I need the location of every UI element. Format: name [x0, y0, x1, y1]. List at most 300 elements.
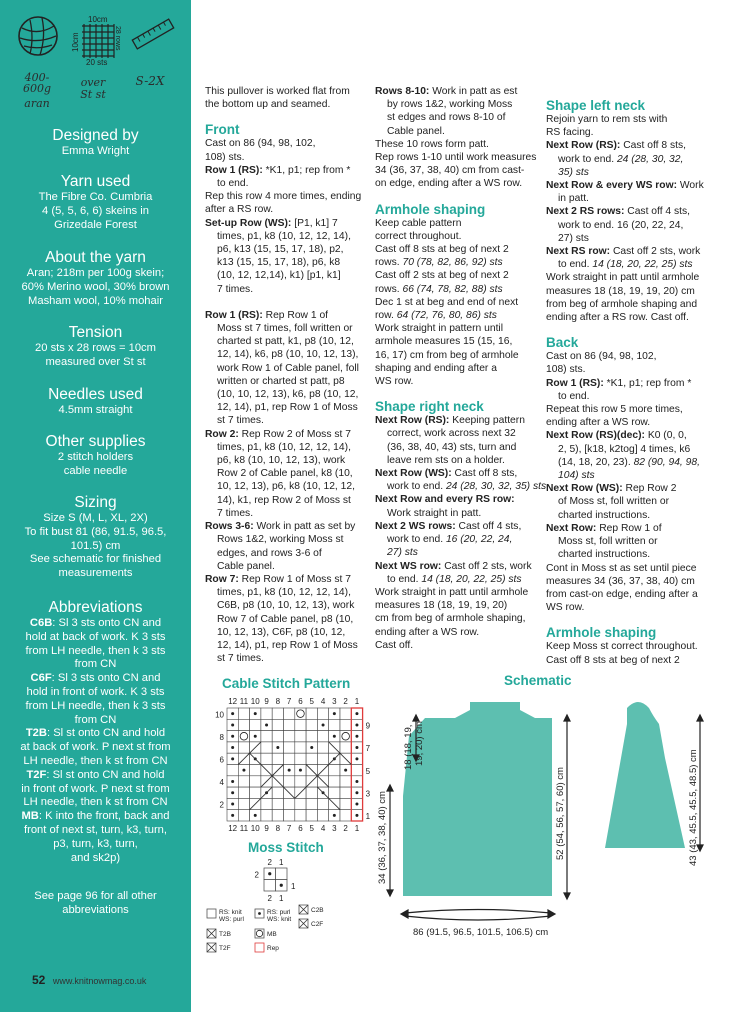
abbreviation-line: [0, 852, 191, 866]
purl-dot: [276, 746, 279, 749]
sizing-block: [0, 493, 191, 581]
abbreviation-term: T2F: [26, 768, 47, 781]
text-line: [546, 562, 718, 575]
chart-cell: [340, 776, 351, 787]
text-line: [375, 586, 547, 599]
chart-cell: [306, 787, 317, 798]
stitch-count: 70 (78, 82, 86, 92) sts: [402, 257, 503, 269]
instruction-text: Rep Row 2: [622, 483, 677, 495]
column-1: [205, 85, 377, 665]
chart-column-number: 1: [279, 858, 284, 867]
text-line: [546, 258, 718, 271]
stitch-count: 14 (18, 20, 22, 25) sts: [592, 259, 693, 271]
moss-stitch-chart: [247, 856, 303, 904]
schematic-title: Schematic: [504, 673, 572, 688]
text-line: [546, 271, 718, 284]
instruction-text: ending after a WS row.: [546, 417, 651, 429]
section-heading: Armhole shaping: [375, 201, 486, 217]
section-heading: Armhole shaping: [546, 625, 657, 641]
chart-cell: [261, 731, 272, 742]
instruction-text: K0 (0, 0,: [644, 430, 687, 442]
text-line: [205, 177, 377, 190]
instruction-label: Next Row and every RS row:: [375, 494, 515, 506]
text-line: [546, 403, 718, 416]
chart-column-number: 6: [298, 824, 303, 833]
instruction-text: WS row.: [546, 602, 585, 614]
stitch-count: 24 (28, 30, 32, 35) sts: [445, 481, 547, 493]
instruction-text: Repeat this row 5 more times,: [546, 404, 683, 416]
needles-title: Needles used: [48, 386, 143, 403]
about-line: Aran; 218m per 100g skein;: [26, 267, 165, 279]
text-line: [205, 322, 377, 335]
legend-swatch: [255, 943, 264, 952]
instruction-text: Row 7 of Cable panel, p8 (10,: [217, 613, 354, 625]
yarn-ball-icon: [16, 14, 60, 58]
abbreviation-line: [0, 714, 191, 728]
chart-cell: [306, 798, 317, 809]
instruction-text: Rep Row 1 of: [262, 309, 329, 321]
chart-cell: [238, 708, 249, 719]
chart-cell: [317, 798, 328, 809]
chart-cell: [238, 787, 249, 798]
instruction-label: Row 2:: [205, 428, 239, 440]
text-line: [205, 401, 377, 414]
text-line: [205, 599, 377, 612]
text-line: [375, 98, 547, 111]
legend-label: WS: purl: [219, 916, 244, 923]
abbreviation-line: [0, 672, 191, 686]
purl-dot: [265, 723, 268, 726]
instruction-label: Row 1 (RS):: [546, 377, 604, 389]
purl-dot: [231, 735, 234, 738]
instruction-text: [P1, k1] 7: [291, 217, 338, 229]
text-line: [546, 232, 718, 245]
chart-row-number: 2: [219, 800, 224, 810]
gauge-note-2: St st: [80, 88, 106, 101]
abbreviation-text: : Sl st onto CN and hold: [46, 768, 165, 781]
instruction-text: Rep Row 2 of Moss st 7: [238, 428, 351, 440]
instruction-text: Dec 1 st at beg and end of next: [375, 296, 519, 308]
chart-cell: [250, 765, 261, 776]
tension-line: measured over St st: [45, 355, 146, 368]
instruction-text: p6, k13 (15, 15, 17, 18), p2,: [217, 244, 344, 256]
instruction-text: Work straight in patt until armhole: [375, 586, 529, 598]
instruction-text: correct, work across next 32: [387, 428, 516, 440]
abbreviation-text: from LH needle, then k 3 sts: [25, 699, 166, 712]
instruction-label: Next Row (RS)(dec):: [546, 430, 645, 442]
text-line: [375, 612, 547, 625]
abbreviation-line: [0, 700, 191, 714]
text-line: [546, 324, 718, 335]
instruction-text: times, p1, k8 (10, 12, 12, 14),: [217, 587, 351, 599]
text-line: [205, 296, 377, 309]
instruction-text: Cast off 8 sts,: [620, 140, 686, 152]
instruction-text: *K1, p1; rep from *: [262, 164, 351, 176]
instruction-text: written or charted st patt, p8: [217, 375, 345, 387]
chart-cell: [272, 731, 283, 742]
chart-row-number: 5: [365, 766, 371, 776]
instruction-text: work to end. 16 (20, 22, 24,: [558, 219, 684, 231]
text-line: [205, 217, 377, 230]
instruction-label: Next Row (RS):: [375, 415, 450, 427]
instruction-text: Cast off 4 sts,: [455, 520, 522, 532]
text-line: [375, 138, 547, 151]
section-heading: Front: [205, 122, 240, 138]
abbreviation-line: [0, 810, 191, 824]
chart-cell: [284, 810, 295, 821]
instruction-text: st 7 times.: [217, 653, 264, 665]
text-line: [375, 322, 547, 335]
abbreviation-text: hold in front of work. K 3 sts: [26, 685, 165, 698]
legend-label: MB: [267, 931, 277, 938]
instruction-text: These 10 rows form patt.: [375, 138, 489, 150]
supplies-block: [0, 432, 191, 479]
chart-column-number: 2: [267, 858, 272, 867]
chart-column-number: 3: [332, 824, 337, 833]
text-line: [205, 283, 377, 296]
instruction-text: Cont in Moss st as set until piece: [546, 562, 697, 574]
purl-dot: [231, 814, 234, 817]
text-line: [205, 256, 377, 269]
stitch-count: 82 (90, 94, 98,: [633, 456, 700, 468]
purl-dot: [231, 803, 234, 806]
instruction-text: charted st patt, k1, p8 (10, 12,: [217, 336, 354, 348]
instruction-text: of Moss st, foll written or: [558, 496, 670, 508]
chart-column-number: 6: [298, 697, 303, 706]
instruction-text: 108) sts.: [205, 151, 245, 163]
yarn-line: Grizedale Forest: [54, 218, 137, 231]
about-line: 60% Merino wool, 30% brown: [21, 280, 170, 293]
text-line: [546, 245, 718, 258]
instruction-label: Next Row (WS):: [546, 483, 623, 495]
instruction-text: Keep Moss st correct throughout.: [546, 641, 698, 653]
gauge-note-1: over: [80, 76, 106, 89]
instruction-text: 16, 17) cm from beg of armhole: [375, 349, 519, 361]
abbreviations-title: Abbreviations: [48, 599, 143, 616]
text-line: [375, 427, 547, 440]
yarn-line: 4 (5, 5, 6, 6) skeins in: [42, 204, 149, 217]
instruction-text: rows.: [375, 257, 403, 269]
text-line: [375, 375, 547, 388]
abbreviation-line: [0, 783, 191, 797]
supplies-line: 2 stitch holders: [57, 451, 134, 463]
gauge-left-label: 10cm: [71, 32, 80, 52]
legend-item: [255, 943, 279, 952]
instruction-text: (14, 18, 20, 23).: [558, 456, 634, 468]
section-heading: Back: [546, 335, 579, 351]
chart-cell: [238, 719, 249, 730]
instruction-text: ending after a RS row. Cast off.: [546, 312, 689, 324]
instruction-text: Work straight in patt.: [387, 507, 482, 519]
stitch-count: 14 (18, 20, 22, 25) sts: [421, 573, 522, 585]
chart-cell: [340, 787, 351, 798]
chart-cell: [284, 719, 295, 730]
purl-dot: [280, 884, 283, 887]
abbreviation-text: from LH needle, then k 3 sts: [25, 644, 166, 657]
purl-dot: [231, 791, 234, 794]
text-line: [375, 493, 547, 506]
instruction-text: WS row.: [375, 376, 414, 388]
text-line: [205, 520, 377, 533]
purl-dot: [355, 735, 358, 738]
instruction-text: 12, 14), k6, p8 (10, 10, 12, 13),: [217, 349, 359, 361]
size-range: S-2X: [135, 74, 165, 88]
instruction-label: Rows 3-6:: [205, 521, 254, 533]
instruction-text: Cable panel.: [217, 560, 275, 572]
instruction-text: charted instructions.: [558, 509, 651, 521]
chart-column-number: 5: [309, 697, 314, 706]
text-line: [546, 113, 718, 126]
cable-stitch-chart: [209, 694, 369, 836]
text-line: [375, 362, 547, 375]
abbreviation-line: [0, 755, 191, 769]
supplies-line: cable needle: [63, 464, 128, 477]
instruction-text: (36, 38, 40, 43) sts, turn and: [387, 441, 517, 453]
instruction-label: Next Row & every WS row:: [546, 180, 678, 192]
instruction-text: Keeping pattern: [449, 415, 525, 427]
chart-row-number: 3: [365, 789, 371, 799]
text-line: [375, 599, 547, 612]
text-line: [205, 613, 377, 626]
instruction-text: RS facing.: [546, 127, 594, 139]
instruction-label: Next WS row:: [375, 560, 442, 572]
chart-row-number: 8: [219, 732, 224, 742]
text-line: [375, 177, 547, 190]
chart-column-number: 12: [228, 824, 238, 833]
instruction-text: Keep cable pattern: [375, 217, 462, 229]
instruction-text: Moss st, foll written or: [558, 536, 658, 548]
chart-cell: [272, 708, 283, 719]
instruction-text: from cast-on edge, ending after a: [546, 588, 698, 600]
purl-dot: [355, 803, 358, 806]
tension-title: Tension: [68, 324, 123, 341]
legend-label: RS: purl: [267, 909, 291, 916]
purl-dot: [355, 712, 358, 715]
text-line: [205, 467, 377, 480]
chart-cell: [261, 708, 272, 719]
text-line: [375, 164, 547, 177]
chart-row-number: 9: [365, 721, 371, 731]
page-number: 52: [32, 973, 46, 987]
text-line: [546, 495, 718, 508]
text-line: [205, 309, 377, 322]
legend-item: [255, 929, 277, 938]
section-heading: Shape right neck: [375, 399, 484, 415]
designer-block: [0, 126, 191, 159]
instruction-label: Next 2 RS rows:: [546, 206, 625, 218]
abbreviation-text: in front of work. P next st from: [21, 782, 170, 795]
chart-cell: [284, 708, 295, 719]
chart-cell: [306, 708, 317, 719]
sidebar: [0, 0, 191, 1012]
sizing-line: See schematic for finished: [29, 553, 162, 566]
text-line: [546, 416, 718, 429]
instruction-label: Set-up Row (WS):: [205, 217, 292, 229]
text-line: [375, 309, 547, 322]
purl-dot: [268, 872, 271, 875]
instruction-text: work to end.: [387, 481, 446, 493]
chart-cell: [238, 798, 249, 809]
instruction-label: Next Row (WS):: [375, 468, 452, 480]
chart-cell: [284, 753, 295, 764]
instruction-text: measures 34 (36, 37, 38, 40) cm: [546, 575, 695, 587]
abbreviation-text: LH needle, then k st from CN: [23, 796, 168, 809]
instruction-text: edges, and rows 3-6 of: [217, 547, 322, 559]
text-line: [375, 349, 547, 362]
text-line: [205, 441, 377, 454]
text-line: [546, 166, 718, 179]
abbreviations-list: [0, 617, 191, 865]
text-line: [375, 520, 547, 533]
chart-column-number: 12: [228, 697, 238, 706]
text-line: [546, 443, 718, 456]
sizing-line: 101.5) cm: [70, 539, 121, 552]
stitch-count: 104) sts: [558, 470, 595, 482]
text-line: [375, 480, 547, 493]
text-line: [375, 441, 547, 454]
see-page-line: See page 96 for all other: [34, 890, 157, 902]
gauge-sts-label: 20 sts: [86, 58, 108, 67]
text-line: [205, 639, 377, 652]
instruction-text: to end.: [217, 178, 249, 190]
text-line: [205, 652, 377, 665]
instruction-text: Rep rows 1-10 until work measures: [375, 152, 537, 164]
supplies-title: Other supplies: [45, 433, 146, 450]
abbreviation-line: [0, 617, 191, 631]
instruction-text: charted instructions.: [558, 549, 651, 561]
text-line: [205, 243, 377, 256]
legend-swatch: [207, 909, 216, 918]
instruction-text: after a RS row.: [205, 204, 274, 216]
text-line: [375, 283, 547, 296]
instruction-label: Row 7:: [205, 573, 239, 585]
instruction-text: Cast off 8 sts,: [451, 468, 518, 480]
instruction-text: 10, 12, 13), p6, k8 (10, 12, 12,: [217, 481, 355, 493]
legend-label: RS: knit: [219, 909, 242, 916]
instruction-text: the bottom up and seamed.: [205, 99, 331, 111]
instruction-label: Row 1 (RS):: [205, 164, 263, 176]
designer-name: Emma Wright: [61, 145, 130, 157]
instruction-text: measures 18 (18, 19, 19, 20): [375, 600, 508, 612]
purl-dot: [254, 814, 257, 817]
chart-row-number: 4: [219, 778, 224, 788]
chart-cell: [250, 719, 261, 730]
abbreviation-term: C6F: [30, 672, 52, 685]
instruction-text: Rep this row 4 more times, ending: [205, 191, 362, 203]
sizing-line: To fit bust 81 (86, 91.5, 96.5,: [24, 525, 167, 538]
text-line: [205, 560, 377, 573]
text-line: [205, 362, 377, 375]
purl-dot: [242, 769, 245, 772]
text-line: [205, 428, 377, 441]
chart-cell: [295, 798, 306, 809]
purl-dot: [333, 712, 336, 715]
text-line: [375, 388, 547, 399]
instruction-text: correct throughout.: [375, 230, 462, 242]
purl-dot: [299, 769, 302, 772]
abbreviation-line: [0, 769, 191, 783]
schematic-diagram: [375, 688, 750, 948]
text-line: [375, 414, 547, 427]
text-line: [546, 654, 718, 667]
text-line: [205, 230, 377, 243]
moss-chart-title: Moss Stitch: [248, 840, 324, 855]
chart-cell: [317, 753, 328, 764]
instruction-text: Cast on 86 (94, 98, 102,: [546, 351, 657, 363]
chart-cell: [272, 798, 283, 809]
purl-dot: [355, 757, 358, 760]
text-line: [205, 111, 377, 122]
instruction-text: This pullover is worked flat from: [205, 86, 350, 97]
chart-row-number: 7: [365, 744, 371, 754]
text-line: [546, 153, 718, 166]
text-line: [205, 164, 377, 177]
instruction-text: p6, k8 (10, 10, 12, 13), work: [217, 455, 346, 467]
text-line: [546, 126, 718, 139]
purl-dot: [355, 814, 358, 817]
instruction-text: to end.: [558, 390, 590, 402]
instruction-text: C6B, p8 (10, 10, 12, 13), work: [217, 600, 355, 612]
abbreviation-line: [0, 686, 191, 700]
text-line: [546, 614, 718, 625]
chart-legend: [205, 905, 375, 961]
chart-row-number: 6: [219, 755, 224, 765]
text-line: [375, 191, 547, 202]
chart-cell: [329, 719, 340, 730]
text-line: [205, 586, 377, 599]
gauge-rows-label: 28 rows: [114, 26, 121, 51]
chart-cell: [351, 765, 362, 776]
text-line: [375, 467, 547, 480]
chart-column-number: 8: [275, 697, 281, 706]
text-line: [375, 85, 547, 98]
neck-label-1: 18 (18, 19,: [403, 724, 414, 770]
text-line: [205, 335, 377, 348]
body-length-label: 34 (36, 37, 38, 40) cm: [377, 791, 388, 884]
purl-dot: [322, 723, 325, 726]
chart-column-number: 2: [267, 894, 272, 903]
tape-measure-icon: [128, 16, 178, 52]
stitch-count: 27) sts: [387, 547, 418, 559]
abbreviation-text: : Sl 3 sts onto CN and: [51, 672, 161, 685]
stitch-count: 16 (20, 22, 24,: [445, 534, 513, 546]
purl-dot: [355, 746, 358, 749]
chart-cell: [238, 810, 249, 821]
chart-cell: [340, 798, 351, 809]
instruction-text: work Row 1 of Cable panel, foll: [217, 362, 359, 374]
sizing-line: Size S (M, L, XL, 2X): [43, 512, 148, 524]
body-front-shape: [403, 702, 552, 896]
chart-column-number: 7: [286, 697, 292, 706]
purl-dot: [333, 814, 336, 817]
legend-label: C2B: [311, 907, 324, 914]
about-line: Masham wool, 10% mohair: [28, 294, 163, 307]
text-line: [375, 217, 547, 230]
neck-label-2: 19, 20) cm: [414, 721, 425, 766]
instruction-label: Next 2 WS rows:: [375, 520, 456, 532]
text-line: [546, 429, 718, 442]
text-line: [546, 588, 718, 601]
chart-cell: [238, 742, 249, 753]
text-line: [375, 269, 547, 282]
chart-column-number: 8: [275, 824, 281, 833]
purl-dot: [231, 746, 234, 749]
instruction-text: 34 (36, 37, 38, 40) cm from cast-: [375, 165, 525, 177]
instruction-text: 7 times.: [217, 507, 254, 519]
text-line: [375, 256, 547, 269]
needles-line: 4.5mm straight: [58, 404, 133, 416]
instruction-text: 14), k1, rep Row 2 of Moss st: [217, 494, 351, 506]
